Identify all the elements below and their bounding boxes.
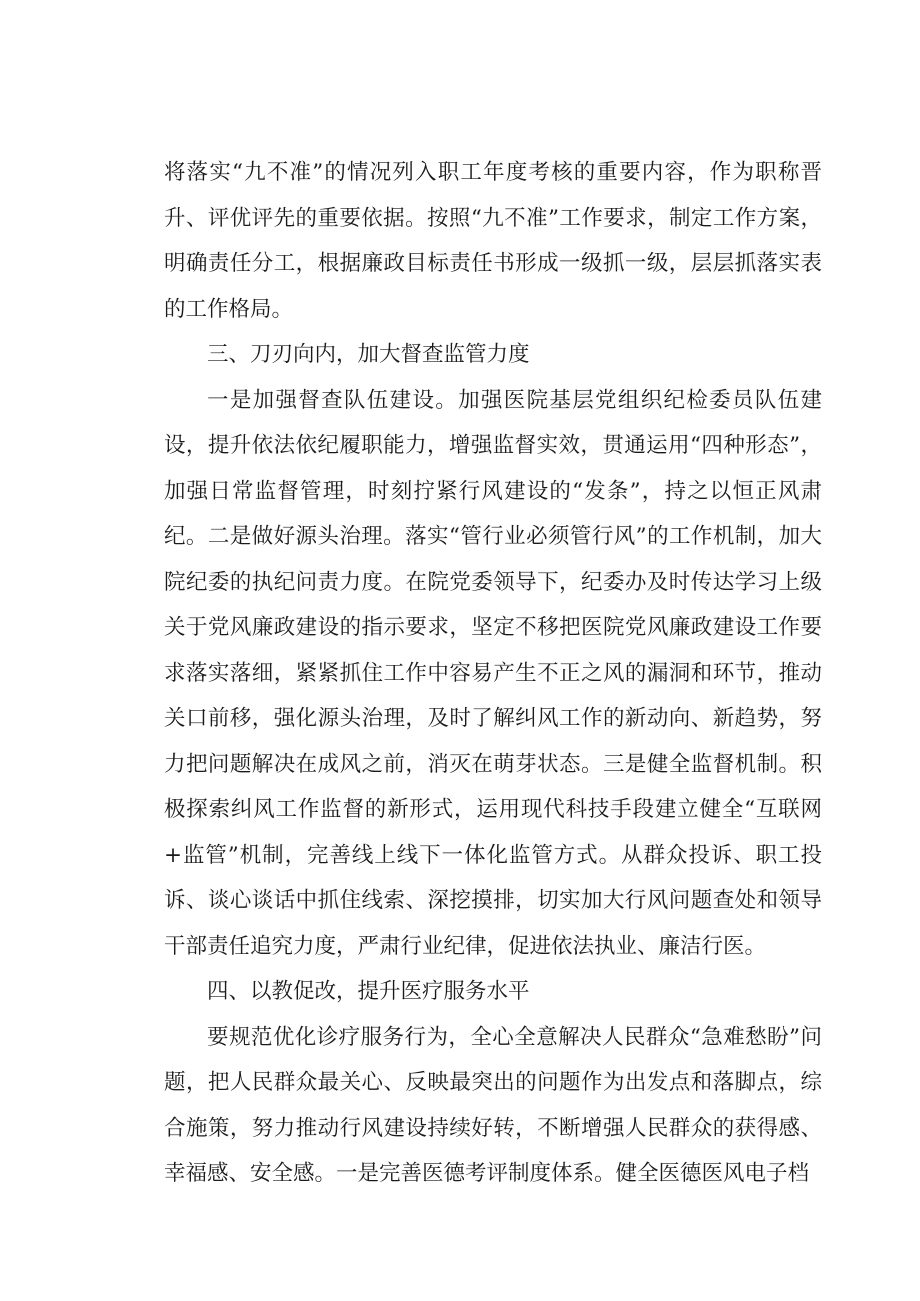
- paragraph-continued: 将落实“九不准”的情况列入职工年度考核的重要内容，作为职称晋升、评优评先的重要依据。按照“九不准”工作要求，制定工作方案，明确责任分工，根据廉政目标责任书形成一级抓一级，层层抓落实表的工作格局。: [164, 160, 822, 322]
- section-heading-3: 三、刀刃向内，加大督查监管力度: [207, 342, 530, 367]
- document-body: [164, 150, 822, 1197]
- paragraph-supervision: 一是加强督查队伍建设。加强医院基层党组织纪检委员队伍建设，提升依法依纪履职能力，增强监督实效，贯通运用“四种形态”，加强日常监督管理，时刻拧紧行风建设的“发条”，持之以恒正风肃纪。二是做好源头治理。落实“管行业必须管行风”的工作机制，加大院纪委的执纪问责力度。在院党委领导下，纪委办及时传达学习上级关于党风廉政建设的指示要求，坚定不移把医院党风廉政建设工作要求落实落细，紧紧抓住工作中容易产生不正之风的漏洞和环节，推动关口前移，强化源头治理，及时了解纠风工作的新动向、新趋势，努力把问题解决在成风之前，消灭在萌芽状态。三是健全监督机制。积极探索纠风工作监督的新形式，运用现代科技手段建立健全“互联网+监管”机制，完善线上线下一体化监管方式。从群众投诉、职工投诉、谈心谈话中抓住线索、深挖摸排，切实加大行风问题查处和领导干部责任追究力度，严肃行业纪律，促进依法执业、廉洁行医。: [164, 387, 822, 959]
- section-heading-4: 四、以教促改，提升医疗服务水平: [207, 979, 530, 1004]
- paragraph-medical-service: 要规范优化诊疗服务行为，全心全意解决人民群众“急难愁盼”问题，把人民群众最关心、反映最突出的问题作为出发点和落脚点，综合施策，努力推动行风建设持续好转，不断增强人民群众的获得感、幸福感、安全感。一是完善医德考评制度体系。健全医德医风电子档: [164, 1024, 822, 1186]
